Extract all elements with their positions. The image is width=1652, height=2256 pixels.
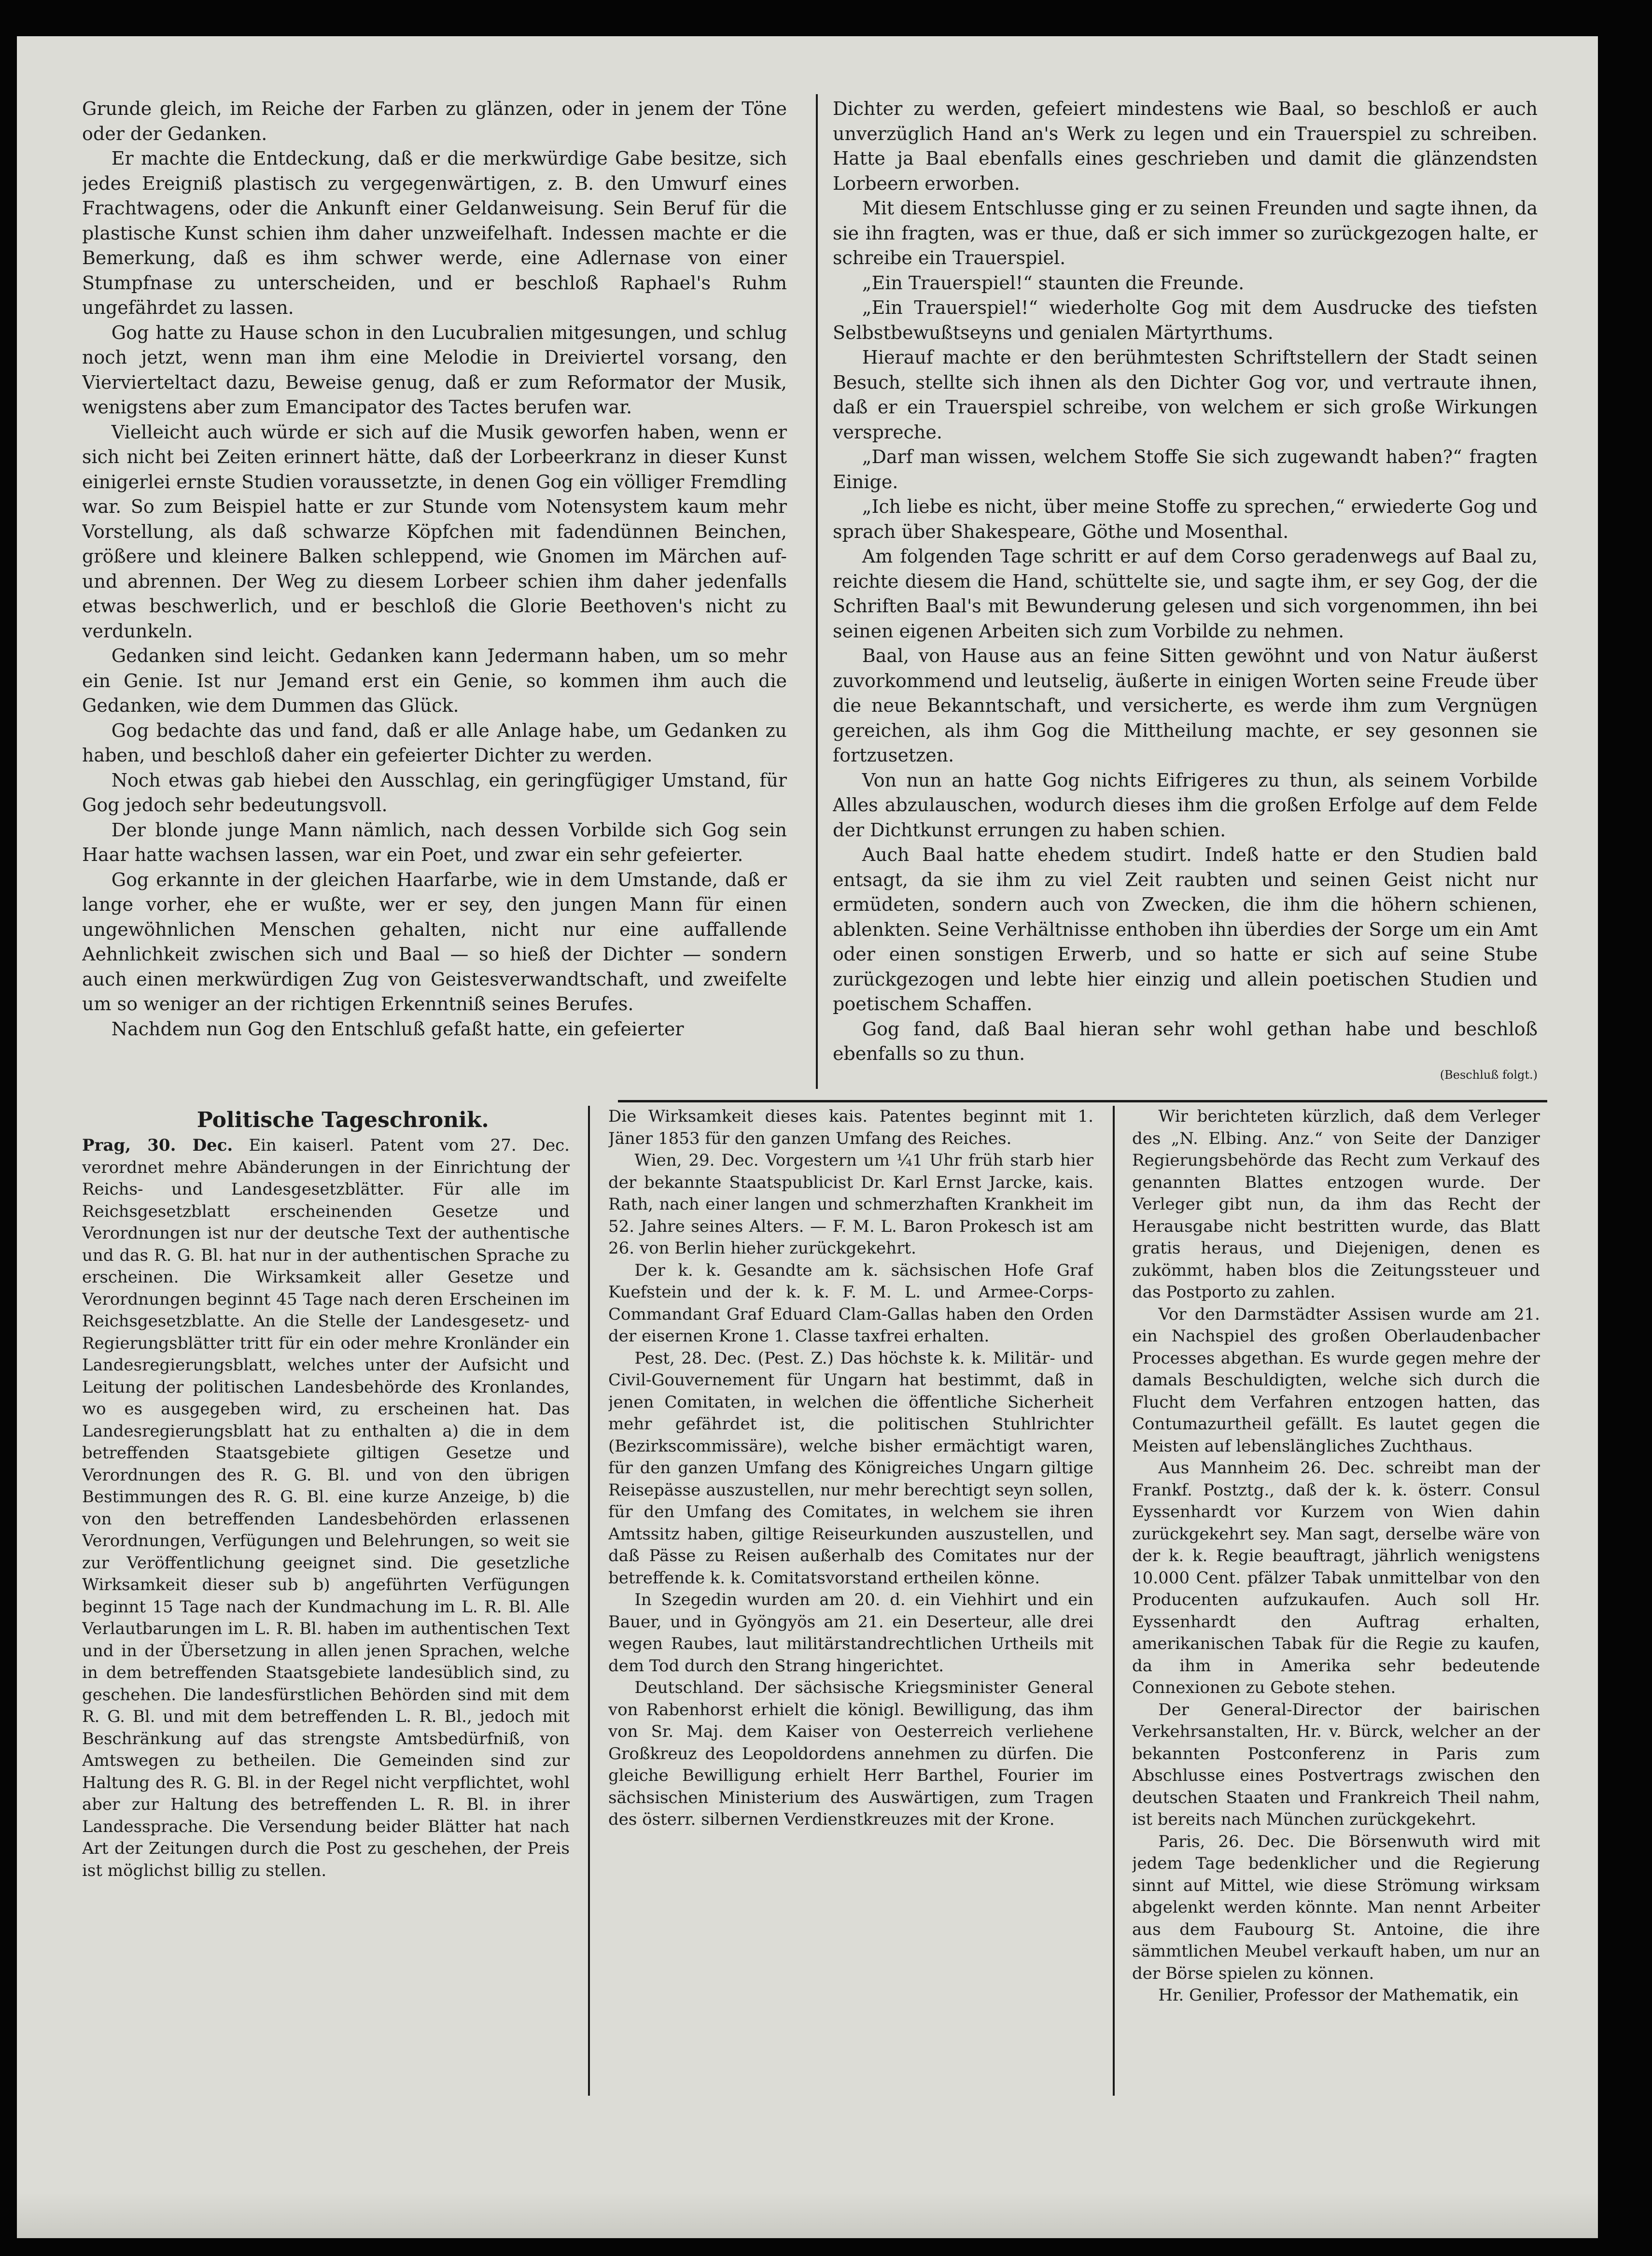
section-title: Politische Tageschronik. bbox=[196, 1108, 489, 1132]
paragraph: Paris, 26. Dec. Die Börsenwuth wird mit jedem Tage bedenklicher und die Regierung sinnt auf Mittel, wie diese Strömung wirksam abgelenkt werden könnte. Man nennt Arbeiter aus dem Faubourg St. Antoine, die ihre sämmtlichen Meubel verkauft haben, um nur an der Börse spielen zu können. bbox=[1132, 1832, 1540, 1983]
paragraph: Gog erkannte in der gleichen Haarfarbe, wie in dem Umstande, daß er lange vorher, ehe er wußte, wer er sey, den jungen Mann für einen ungewöhnlichen Menschen gehalten, nicht nur eine auffallende Aehnlichkeit zwischen sich und Baal — so hieß der Dichter — sondern auch einen merkwürdigen Zug von Geistesverwandtschaft, und zweifelte um so weniger an der richtigen Erkenntniß seines Berufes. bbox=[82, 869, 787, 1015]
paragraph: Die Wirksamkeit dieses kais. Patentes beginnt mit 1. Jäner 1853 für den ganzen Umfang des Reiches. bbox=[608, 1107, 1093, 1148]
feuilleton-right-column bbox=[833, 97, 1538, 1091]
paragraph: Der blonde junge Mann nämlich, nach dessen Vorbilde sich Gog sein Haar hatte wachsen lassen, war ein Poet, und zwar ein sehr gefeierter. bbox=[82, 819, 787, 865]
paragraph: Pest, 28. Dec. (Pest. Z.) Das höchste k. k. Militär- und Civil-Gouvernement für Ungarn hat bestimmt, daß in jenen Comitaten, in welchen die öffentliche Sicherheit mehr gefährdet ist, die politischen Stuhlrichter (Bezirkscommissäre), welche bisher ermächtigt waren, für den ganzen Umfang des Königreiches Ungarn giltige Reisepässe auszustellen, nur mehr berechtigt seyn sollen, für den Umfang des Comitates, in welchem sie ihren Amtssitz haben, giltige Reiseurkunden auszustellen, und daß Pässe zu Reisen außerhalb des Comitates nur der betreffende k. k. Comitatsvorstand ertheilen könne. bbox=[608, 1348, 1093, 1588]
paragraph: Noch etwas gab hiebei den Ausschlag, ein geringfügiger Umstand, für Gog jedoch sehr bedeutungsvoll. bbox=[82, 769, 787, 816]
feuilleton-left-column bbox=[82, 97, 787, 1091]
paragraph: Hierauf machte er den berühmtesten Schriftstellern der Stadt seinen Besuch, stellte sich ihnen als den Dichter Gog vor, und vertraute ihnen, daß er ein Trauerspiel schreibe, von welchem er sich große Wirkungen verspreche. bbox=[833, 347, 1538, 443]
paragraph: Gog hatte zu Hause schon in den Lucubralien mitgesungen, und schlug noch jetzt, wenn man ihm eine Melodie in Dreiviertel vorsang, den Viervierteltact dazu, Beweise genug, daß er zum Reformator der Musik, wenigstens aber zum Emancipator des Tactes berufen war. bbox=[82, 322, 787, 418]
paragraph: „Ich liebe es nicht, über meine Stoffe zu sprechen,“ erwiederte Gog und sprach über Shakespeare, Göthe und Mosenthal. bbox=[833, 496, 1538, 542]
paragraph: Nachdem nun Gog den Entschluß gefaßt hatte, ein gefeierter bbox=[111, 1018, 684, 1040]
page-bottom-shadow bbox=[17, 2192, 1598, 2238]
chronicle-column-2 bbox=[608, 1106, 1093, 2096]
paragraph: Ein kaiserl. Patent vom 27. Dec. verordnet mehre Abänderungen in der Einrichtung der Reichs- und Landesgesetzblätter. Für alle im Reichsgesetzblatt erscheinenden Gesetze und Verordnungen ist nur der deutsche Text der authentische und das R. G. Bl. hat nur in der authentischen Sprache zu erscheinen. Die Wirksamkeit aller Gesetze und Verordnungen beginnt 45 Tage nach deren Erscheinen im Reichsgesetzblatte. An die Stelle der Landesgesetz- und Regierungsblätter tritt für ein oder mehre Kronländer ein Landesregierungsblatt, welches unter der Aufsicht und Leitung der politischen Landesbehörde des Kronlandes, wo es ausgegeben wird, zu erscheinen hat. Das Landesregierungsblatt hat zu enthalten a) die in dem betreffenden Staatsgebiete giltigen Gesetze und Verordnungen des R. G. Bl. und von den übrigen Bestimmungen des R. G. Bl. eine kurze Anzeige, b) die von den betreffenden Landesbehörden erlassenen Verordnungen, Verfügungen und Belehrungen, so weit sie zur Veröffentlichung geeignet sind. Die gesetzliche Wirksamkeit dieser sub b) angeführten Verfügungen beginnt 15 Tage nach der Kundmachung im L. R. Bl. Alle Verlautbarungen im L. R. Bl. haben im authentischen Text und in der Übersetzung in allen jenen Sprachen, welche in dem betreffenden Staatsgebiete landesüblich sind, zu geschehen. Die landesfürstlichen Behörden sind mit dem R. G. Bl. und mit dem betreffenden L. R. Bl., jedoch mit Beschränkung auf das strengste Amtsbedürfniß, von Amtswegen zu betheilen. Die Gemeinden sind zur Haltung des R. G. Bl. in der Regel nicht verpflichtet, wohl aber zur Haltung des betreffenden L. R. Bl. in ihrer Landessprache. Die Versendung beider Blätter hat nach Art der Zeitungen durch die Post zu geschehen, der Preis ist möglichst billig zu stellen. bbox=[82, 1136, 570, 1880]
paragraph: Mit diesem Entschlusse ging er zu seinen Freunden und sagte ihnen, da sie ihn fragten, was er thue, daß er sich immer so zurückgezogen halte, er schreibe ein Trauerspiel. bbox=[833, 197, 1538, 268]
paragraph: Vielleicht auch würde er sich auf die Musik geworfen haben, wenn er sich nicht bei Zeiten erinnert hätte, daß der Lorbeerkranz in dieser Kunst einigerlei ernste Studien voraussetzte, in denen Gog ein völliger Fremdling war. So zum Beispiel hatte er zur Stunde vom Notensystem kaum mehr Vorstellung, als daß schwarze Köpfchen mit fadendünnen Beinchen, größere und kleinere Balken schleppend, wie Gnomen im Märchen auf- und abrennen. Der Weg zu diesem Lorbeer schien ihm daher jedenfalls etwas beschwerlich, und er beschloß die Glorie Beethoven's nicht zu verdunkeln. bbox=[82, 421, 787, 642]
paragraph: Der General-Director der bairischen Verkehrsanstalten, Hr. v. Bürck, welcher an der bekannten Postconferenz in Paris zum Abschlusse eines Postvertrags zwischen den deutschen Staaten und Frankreich Theil nahm, ist bereits nach München zurückgekehrt. bbox=[1132, 1700, 1540, 1829]
paragraph: Deutschland. Der sächsische Kriegsminister General von Rabenhorst erhielt die königl. Bewilligung, das ihm von Sr. Maj. dem Kaiser von Oesterreich verliehene Großkreuz des Leopoldordens annehmen zu dürfen. Die gleiche Bewilligung erhielt Herr Barthel, Fourier im sächsischen Ministerium des Auswärtigen, zum Tragen des österr. silbernen Verdienstkreuzes mit der Krone. bbox=[608, 1678, 1093, 1829]
paragraph: Dichter zu werden, gefeiert mindestens wie Baal, so beschloß er auch unverzüglich Hand an's Werk zu legen und ein Trauerspiel zu schreiben. Hatte ja Baal ebenfalls eines geschrieben und damit die glänzendsten Lorbeern erworben. bbox=[833, 98, 1538, 194]
paragraph: Hr. Genilier, Professor der Mathematik, ein bbox=[1158, 1986, 1519, 2005]
paragraph: In Szegedin wurden am 20. d. ein Viehhirt und ein Bauer, und in Gyöngyös am 21. ein Deserteur, alle drei wegen Raubes, laut militärstandrechtlichen Urtheils mit dem Tod durch den Strang hingerichtet. bbox=[608, 1590, 1093, 1676]
paragraph: Baal, von Hause aus an feine Sitten gewöhnt und von Natur äußerst zuvorkommend und leutselig, äußerte in einigen Worten seine Freude über die neue Bekanntschaft, und versicherte, es werde ihm zum Vergnügen gereichen, als ihm Gog die Mittheilung machte, er sey gesonnen sie fortzusetzen. bbox=[833, 645, 1538, 766]
paragraph: Gog fand, daß Baal hieran sehr wohl gethan habe und beschloß ebenfalls so zu thun. bbox=[833, 1018, 1538, 1064]
chronicle-column-3 bbox=[1132, 1106, 1540, 2096]
column-divider bbox=[1113, 1106, 1115, 2096]
paragraph: Aus Mannheim 26. Dec. schreibt man der Frankf. Postztg., daß der k. k. österr. Consul Eyssenhardt vor Kurzem von Wien dahin zurückgekehrt sey. Man sagt, derselbe wäre von der k. k. Regie beauftragt, jährlich wenigstens 10.000 Cent. pfälzer Tabak unmittelbar von den Producenten aufzukaufen. Auch soll Hr. Eyssenhardt den Auftrag erhalten, amerikanischen Tabak für die Regie zu kaufen, da ihm in Amerika sehr bedeutende Connexionen zu Gebote stehen. bbox=[1132, 1458, 1540, 1697]
paragraph: Am folgenden Tage schritt er auf dem Corso geradenwegs auf Baal zu, reichte diesem die Hand, schüttelte sie, und sagte ihm, er sey Gog, der die Schriften Baal's mit Bewunderung gelesen und sich vorgenommen, ihn bei seinen eigenen Arbeiten sich zum Vorbilde zu nehmen. bbox=[833, 546, 1538, 642]
paragraph: Von nun an hatte Gog nichts Eifrigeres zu thun, als seinem Vorbilde Alles abzulauschen, wodurch dieses ihm die großen Erfolge auf dem Felde der Dichtkunst errungen zu haben schien. bbox=[833, 769, 1538, 841]
paragraph: Vor den Darmstädter Assisen wurde am 21. ein Nachspiel des großen Oberlaudenbacher Processes abgethan. Es wurde gegen mehre der damals Beschuldigten, welche sich durch die Flucht dem Verfahren entzogen hatten, das Contumazurtheil gefällt. Es lautet gegen die Meisten auf lebenslängliches Zuchthaus. bbox=[1132, 1304, 1540, 1456]
paragraph: Gog bedachte das und fand, daß er alle Anlage habe, um Gedanken zu haben, und beschloß daher ein gefeierter Dichter zu werden. bbox=[82, 719, 787, 766]
paragraph: Grunde gleich, im Reiche der Farben zu glänzen, oder in jenem der Töne oder der Gedanken. bbox=[82, 98, 787, 144]
chronicle-column-1 bbox=[82, 1106, 570, 2096]
column-divider bbox=[588, 1106, 590, 2096]
column-divider bbox=[816, 94, 818, 1089]
paragraph: Auch Baal hatte ehedem studirt. Indeß hatte er den Studien bald entsagt, da sie ihm zu viel Zeit raubten und seinen Geist nicht nur ermüdeten, sondern auch von Zwecken, die ihm die höhern schienen, ablenkten. Seine Verhältnisse enthoben ihn überdies der Sorge um ein Amt oder einen sonstigen Erwerb, und so hatte er sich auf seine Stube zurückgezogen und lebte hier einzig und allein poetischen Studien und poetischem Schaffen. bbox=[833, 844, 1538, 1015]
paragraph: Wien, 29. Dec. Vorgestern um ¼1 Uhr früh starb hier der bekannte Staatspublicist Dr. Karl Ernst Jarcke, kais. Rath, nach einer langen und schmerzhaften Krankheit im 52. Jahre seines Alters. — F. M. L. Baron Prokesch ist am 26. von Berlin hieher zurückgekehrt. bbox=[608, 1151, 1093, 1258]
continuation-note: (Beschluß folgt.) bbox=[1440, 1068, 1538, 1082]
paragraph: Wir berichteten kürzlich, daß dem Verleger des „N. Elbing. Anz.“ von Seite der Danziger Regierungsbehörde das Recht zum Verkauf des genannten Blattes entzogen wurde. Der Verleger gibt nun, da ihm das Recht der Herausgabe nicht bestritten wurde, das Blatt gratis heraus, und Diejenigen, denen es zukömmt, haben blos die Zeitungssteuer und das Postporto zu zahlen. bbox=[1132, 1107, 1540, 1302]
dateline: Prag, 30. Dec. bbox=[82, 1136, 233, 1155]
paragraph: „Ein Trauerspiel!“ wiederholte Gog mit dem Ausdrucke des tiefsten Selbstbewußtseyns und genialen Märtyrthums. bbox=[833, 297, 1538, 343]
paragraph: Er machte die Entdeckung, daß er die merkwürdige Gabe besitze, sich jedes Ereigniß plastisch zu vergegenwärtigen, z. B. den Umwurf eines Frachtwagens, oder die Ankunft einer Geldanweisung. Sein Beruf für die plastische Kunst schien ihm daher unzweifelhaft. Indessen machte er die Bemerkung, daß es ihm schwer werde, eine Adlernase von einer Stumpfnase zu unterscheiden, und er beschloß Raphael's Ruhm ungefährdet zu lassen. bbox=[82, 148, 787, 318]
paragraph: Der k. k. Gesandte am k. sächsischen Hofe Graf Kuefstein und der k. k. F. M. L. und Armee-Corps-Commandant Graf Eduard Clam-Gallas haben den Orden der eisernen Krone 1. Classe taxfrei erhalten. bbox=[608, 1260, 1093, 1346]
section-divider bbox=[618, 1100, 1547, 1102]
paragraph: „Darf man wissen, welchem Stoffe Sie sich zugewandt haben?“ fragten Einige. bbox=[833, 446, 1538, 493]
paragraph: „Ein Trauerspiel!“ staunten die Freunde. bbox=[862, 272, 1245, 294]
paragraph: Gedanken sind leicht. Gedanken kann Jedermann haben, um so mehr ein Genie. Ist nur Jemand erst ein Genie, so kommen ihm auch die Gedanken, wie dem Dummen das Glück. bbox=[82, 645, 787, 716]
